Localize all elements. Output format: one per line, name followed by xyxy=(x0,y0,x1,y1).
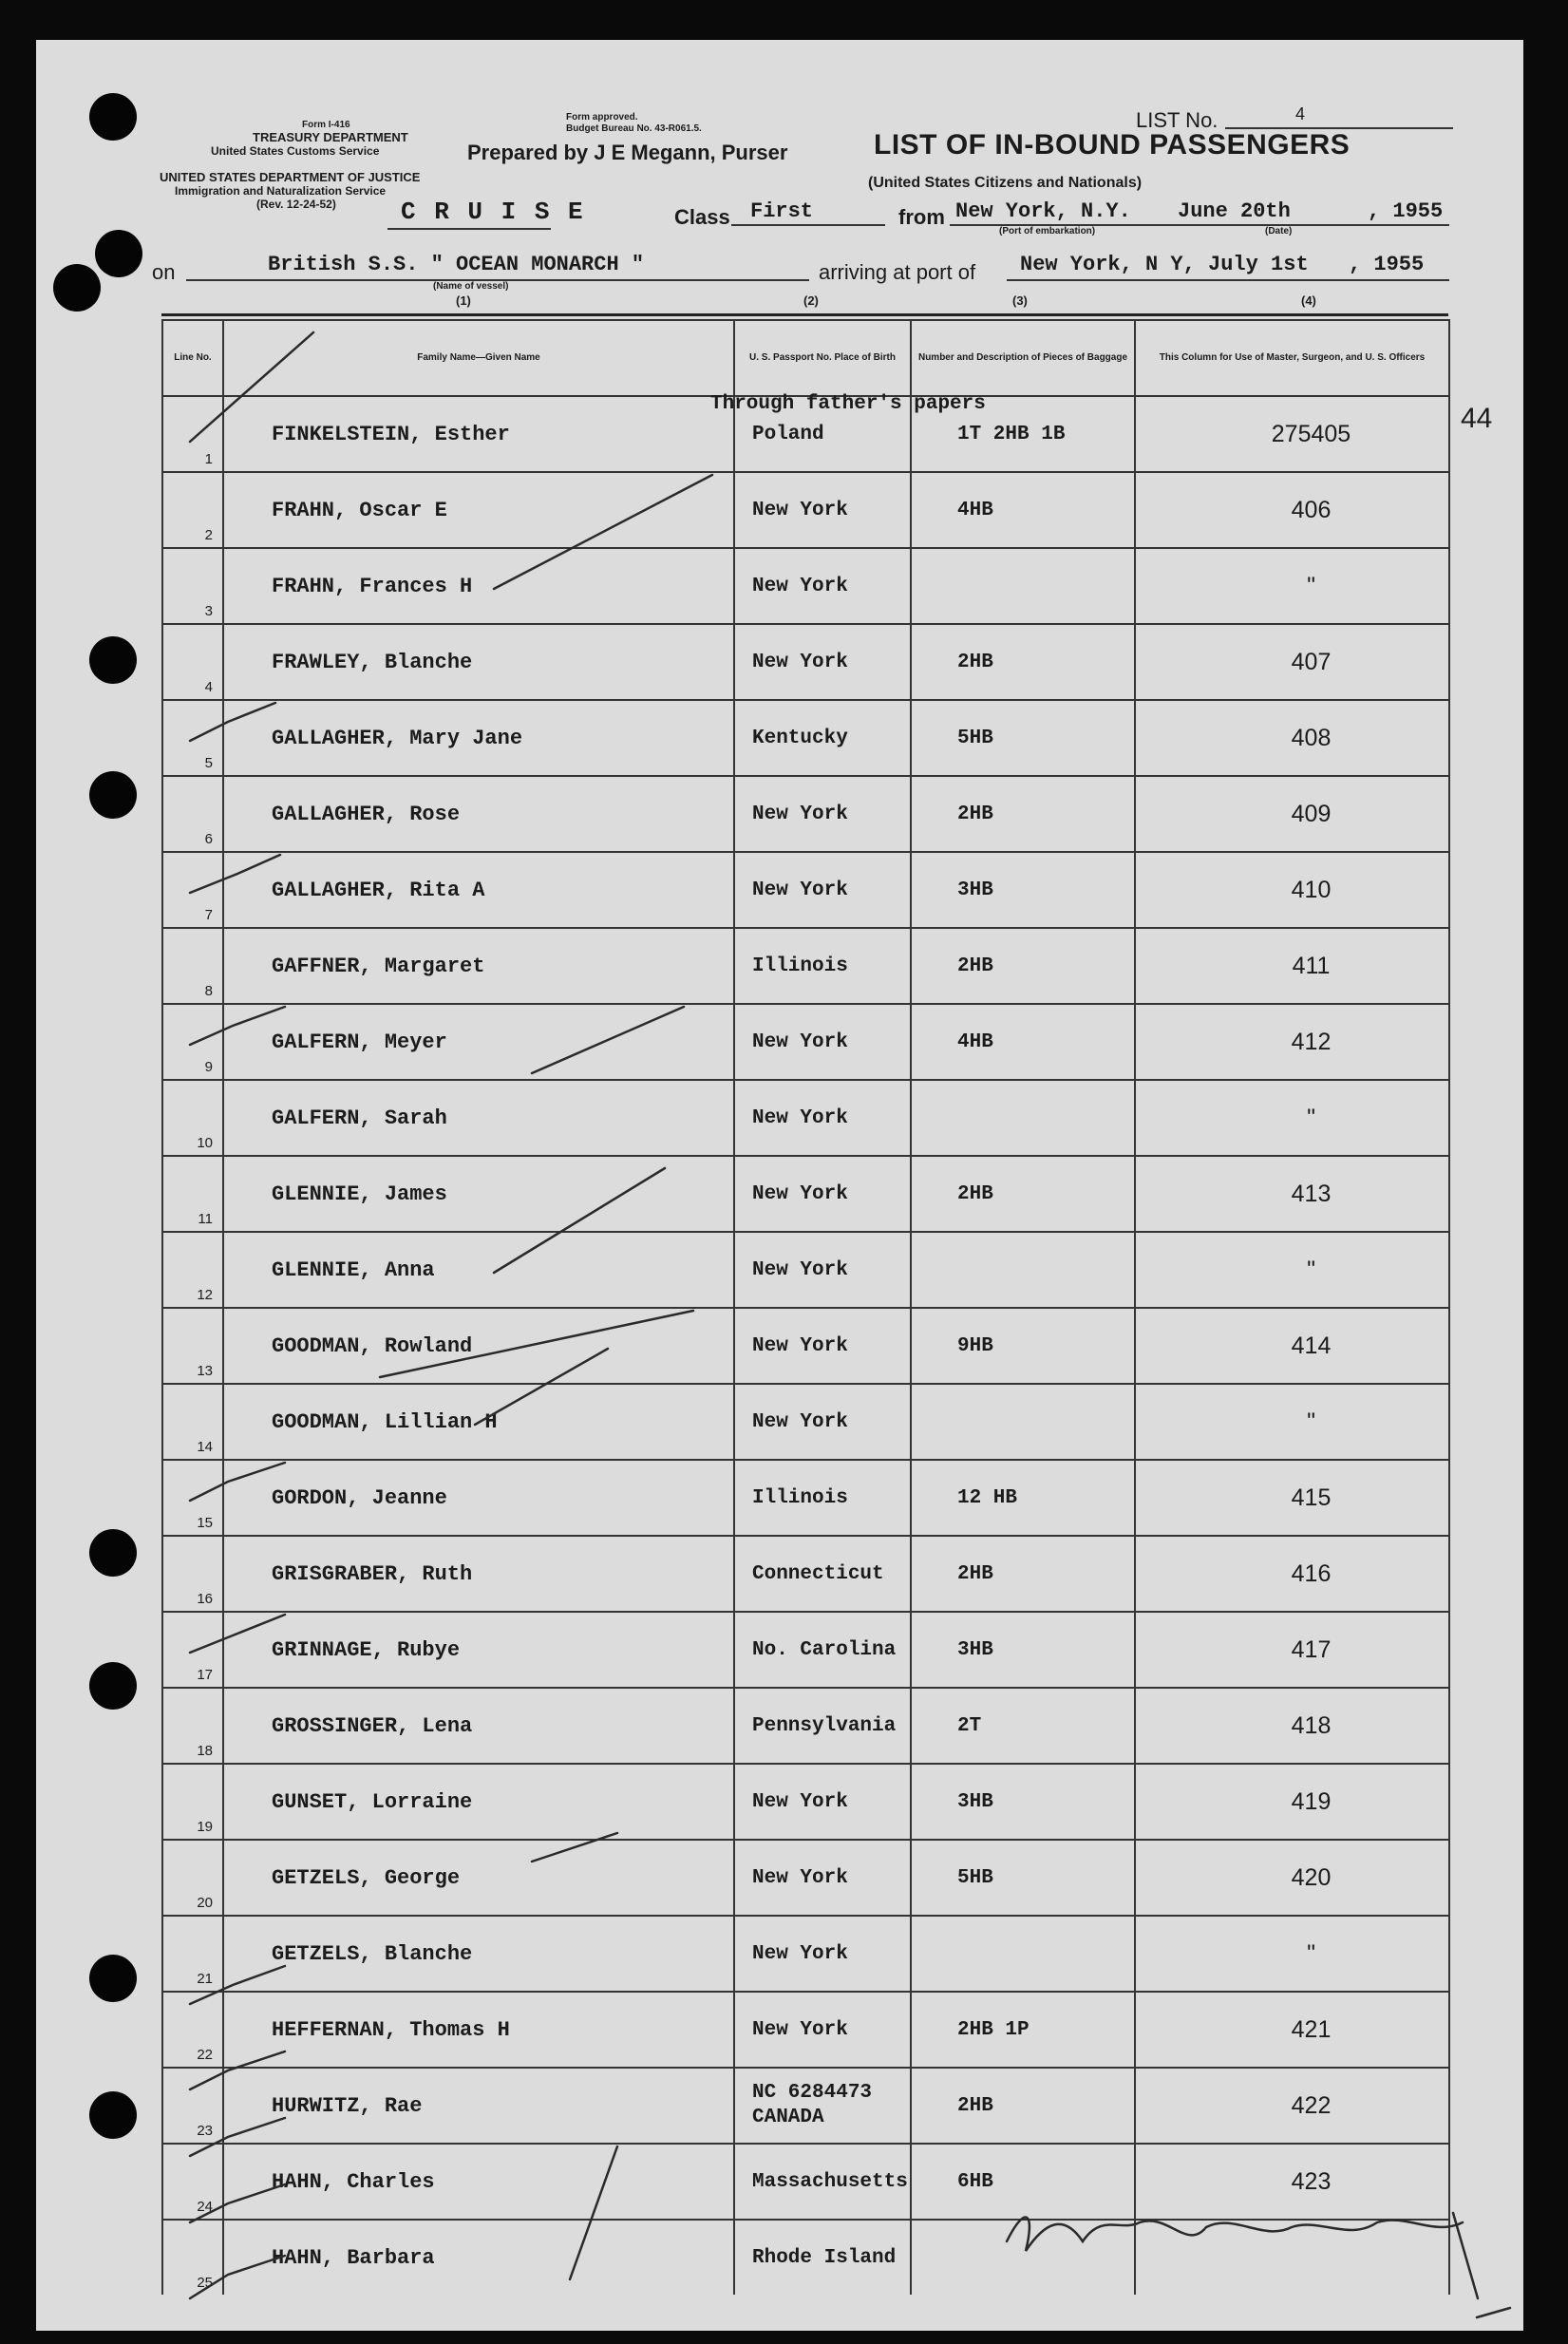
binder-hole xyxy=(89,1955,137,2002)
baggage: 5HB xyxy=(911,1840,1135,1916)
passenger-name: FRAWLEY, Blanche xyxy=(223,624,734,700)
table-row xyxy=(162,852,1449,928)
line-number xyxy=(162,776,223,852)
table-row xyxy=(162,928,1449,1004)
place-of-birth: New York xyxy=(734,1840,911,1916)
officer-number: 420 xyxy=(1135,1840,1449,1916)
table-row xyxy=(162,472,1449,548)
place-of-birth: New York xyxy=(734,1232,911,1308)
table-row xyxy=(162,1384,1449,1460)
baggage xyxy=(911,548,1135,624)
place-of-birth: New York xyxy=(734,1384,911,1460)
officer-number: 406 xyxy=(1135,472,1449,548)
baggage xyxy=(911,1232,1135,1308)
officer-number: 422 xyxy=(1135,2068,1449,2144)
baggage: 12 HB xyxy=(911,1460,1135,1536)
line-number-label: 7 xyxy=(204,907,213,923)
header-officers: This Column for Use of Master, Surgeon, and U. S. Officers xyxy=(1135,320,1449,396)
officer-number: 419 xyxy=(1135,1764,1449,1840)
table-row xyxy=(162,1080,1449,1156)
prepared-by: Prepared by J E Megann, Purser xyxy=(467,141,788,164)
table-row xyxy=(162,776,1449,852)
line-number xyxy=(162,1688,223,1764)
line-number xyxy=(162,1460,223,1536)
line-number xyxy=(162,928,223,1004)
place-of-birth: New York xyxy=(734,852,911,928)
form-revision: (Rev. 12-24-52) xyxy=(256,198,336,211)
baggage: 4HB xyxy=(911,1004,1135,1080)
passenger-name: FRAHN, Oscar E xyxy=(223,472,734,548)
from-port: New York, N.Y. xyxy=(955,199,1131,223)
header-baggage: Number and Description of Pieces of Baggage xyxy=(911,320,1135,396)
table-row xyxy=(162,1004,1449,1080)
place-of-birth: Illinois xyxy=(734,1460,911,1536)
col-num-4: (4) xyxy=(1301,293,1316,308)
list-no-label: LIST No. xyxy=(1136,108,1219,132)
line-number xyxy=(162,1156,223,1232)
passenger-name: GAFFNER, Margaret xyxy=(223,928,734,1004)
passenger-name: GORDON, Jeanne xyxy=(223,1460,734,1536)
note-through-fathers-papers: Through father's papers xyxy=(710,393,986,415)
line-number-label: 14 xyxy=(197,1439,213,1455)
place-of-birth: New York xyxy=(734,472,911,548)
place-of-birth: Rhode Island xyxy=(734,2220,911,2295)
passenger-name: GOODMAN, Lillian H xyxy=(223,1384,734,1460)
place-of-birth: New York xyxy=(734,1916,911,1992)
baggage xyxy=(911,1384,1135,1460)
table-row xyxy=(162,1232,1449,1308)
officer-number: 275405 xyxy=(1135,396,1449,472)
baggage xyxy=(911,1916,1135,1992)
line-number xyxy=(162,1840,223,1916)
table-row xyxy=(162,1536,1449,1612)
table-row xyxy=(162,2144,1449,2220)
from-label: from xyxy=(898,205,945,229)
line-number xyxy=(162,624,223,700)
baggage xyxy=(911,2220,1135,2295)
line-number-label: 13 xyxy=(197,1363,213,1379)
line-number-label: 10 xyxy=(197,1135,213,1151)
list-no-value: 4 xyxy=(1295,104,1306,123)
document-title: LIST OF IN-BOUND PASSENGERS xyxy=(874,129,1351,161)
line-number-label: 12 xyxy=(197,1287,213,1303)
passenger-name: GALLAGHER, Mary Jane xyxy=(223,700,734,776)
table-header-row xyxy=(162,320,1449,396)
on-label: on xyxy=(152,260,176,284)
binder-hole xyxy=(89,1529,137,1577)
binder-hole xyxy=(89,93,137,141)
officer-number: 414 xyxy=(1135,1308,1449,1384)
line-number-label: 19 xyxy=(197,1819,213,1835)
dept-justice: UNITED STATES DEPARTMENT OF JUSTICE xyxy=(160,170,421,184)
officer-number: 416 xyxy=(1135,1536,1449,1612)
passenger-name: GALLAGHER, Rita A xyxy=(223,852,734,928)
line-number xyxy=(162,548,223,624)
from-year: , 1955 xyxy=(1368,199,1444,223)
dept-immigration: Immigration and Naturalization Service xyxy=(175,184,387,198)
header-line-no: Line No. xyxy=(162,320,223,396)
line-number-label: 9 xyxy=(204,1059,213,1075)
place-of-birth: Poland xyxy=(734,396,911,472)
place-of-birth: New York xyxy=(734,776,911,852)
place-of-birth: New York xyxy=(734,1080,911,1156)
line-number xyxy=(162,2068,223,2144)
officer-number: " xyxy=(1135,1384,1449,1460)
passenger-name: GRINNAGE, Rubye xyxy=(223,1612,734,1688)
place-of-birth: New York xyxy=(734,624,911,700)
line-number-label: 23 xyxy=(197,2123,213,2139)
baggage: 2HB xyxy=(911,1156,1135,1232)
baggage: 3HB xyxy=(911,1764,1135,1840)
line-number-label: 15 xyxy=(197,1515,213,1531)
line-number xyxy=(162,1612,223,1688)
table-row xyxy=(162,1308,1449,1384)
line-number-label: 8 xyxy=(204,983,213,999)
place-of-birth: Illinois xyxy=(734,928,911,1004)
officer-number: 417 xyxy=(1135,1612,1449,1688)
cruise-label: C R U I S E xyxy=(401,198,585,226)
dept-customs: United States Customs Service xyxy=(211,144,380,158)
line-number-label: 20 xyxy=(197,1895,213,1911)
place-of-birth: No. Carolina xyxy=(734,1612,911,1688)
binder-hole xyxy=(95,230,142,277)
table-row xyxy=(162,1612,1449,1688)
line-number xyxy=(162,2144,223,2220)
line-number xyxy=(162,852,223,928)
baggage: 6HB xyxy=(911,2144,1135,2220)
line-number-label: 22 xyxy=(197,2047,213,2063)
header-name: Family Name—Given Name xyxy=(223,320,734,396)
officer-number xyxy=(1135,2220,1449,2295)
passenger-name: HEFFERNAN, Thomas H xyxy=(223,1992,734,2068)
officer-number: 418 xyxy=(1135,1688,1449,1764)
place-of-birth: Massachusetts xyxy=(734,2144,911,2220)
line-number xyxy=(162,1764,223,1840)
place-of-birth: NC 6284473 CANADA xyxy=(734,2068,911,2144)
place-of-birth: New York xyxy=(734,1156,911,1232)
passenger-name: GALFERN, Meyer xyxy=(223,1004,734,1080)
baggage: 3HB xyxy=(911,852,1135,928)
passenger-name: GALFERN, Sarah xyxy=(223,1080,734,1156)
col-num-2: (2) xyxy=(803,293,819,308)
arriving-port: New York, N Y, July 1st xyxy=(1020,253,1309,276)
line-number xyxy=(162,472,223,548)
baggage: 2HB xyxy=(911,624,1135,700)
line-number-label: 11 xyxy=(198,1211,213,1227)
passenger-name: HAHN, Barbara xyxy=(223,2220,734,2295)
line-number xyxy=(162,1080,223,1156)
baggage: 3HB xyxy=(911,1612,1135,1688)
table-row xyxy=(162,2068,1449,2144)
baggage xyxy=(911,1080,1135,1156)
passenger-name: GALLAGHER, Rose xyxy=(223,776,734,852)
table-row xyxy=(162,1460,1449,1536)
line-number-label: 16 xyxy=(197,1591,213,1607)
baggage: 4HB xyxy=(911,472,1135,548)
passenger-name: GROSSINGER, Lena xyxy=(223,1688,734,1764)
line-number-label: 18 xyxy=(197,1743,213,1759)
place-of-birth: New York xyxy=(734,1004,911,1080)
place-of-birth: Connecticut xyxy=(734,1536,911,1612)
document-subtitle: (United States Citizens and Nationals) xyxy=(868,175,1143,191)
passenger-name: GLENNIE, Anna xyxy=(223,1232,734,1308)
col-num-3: (3) xyxy=(1012,293,1028,308)
baggage: 2HB xyxy=(911,776,1135,852)
form-approved: Form approved. xyxy=(566,112,638,123)
line-number xyxy=(162,1308,223,1384)
line-number-label: 3 xyxy=(204,603,213,619)
passenger-name: GETZELS, George xyxy=(223,1840,734,1916)
passenger-name: FINKELSTEIN, Esther xyxy=(223,396,734,472)
line-number xyxy=(162,1992,223,2068)
passenger-name: GRISGRABER, Ruth xyxy=(223,1536,734,1612)
line-number-label: 21 xyxy=(197,1971,213,1987)
table-row xyxy=(162,1764,1449,1840)
officer-number: " xyxy=(1135,1232,1449,1308)
line-number-label: 17 xyxy=(197,1667,213,1683)
class-value: First xyxy=(750,199,814,223)
table-row xyxy=(162,548,1449,624)
baggage: 9HB xyxy=(911,1308,1135,1384)
officer-number: 409 xyxy=(1135,776,1449,852)
line-number-label: 1 xyxy=(204,451,213,467)
line-number-label: 6 xyxy=(204,831,213,847)
dept-treasury: TREASURY DEPARTMENT xyxy=(253,130,408,144)
vessel-caption: (Name of vessel) xyxy=(433,281,509,292)
officer-number: 421 xyxy=(1135,1992,1449,2068)
place-of-birth: New York xyxy=(734,1992,911,2068)
baggage: 2HB xyxy=(911,928,1135,1004)
officer-number: " xyxy=(1135,548,1449,624)
binder-hole xyxy=(53,264,101,312)
binder-hole xyxy=(89,771,137,819)
from-date: June 20th xyxy=(1178,199,1291,223)
header-passport: U. S. Passport No. Place of Birth xyxy=(734,320,911,396)
officer-number: 411 xyxy=(1135,928,1449,1004)
passenger-name: HURWITZ, Rae xyxy=(223,2068,734,2144)
baggage: 1T 2HB 1B xyxy=(911,396,1135,472)
binder-hole xyxy=(89,636,137,684)
line-number-label: 24 xyxy=(197,2199,213,2215)
arriving-year: , 1955 xyxy=(1349,253,1425,276)
form-number: Form I-416 xyxy=(302,120,350,130)
class-label: Class xyxy=(674,205,730,229)
col-num-1: (1) xyxy=(456,293,471,308)
line-number-label: 4 xyxy=(204,679,213,695)
officer-number: 412 xyxy=(1135,1004,1449,1080)
line-number xyxy=(162,1384,223,1460)
line-number-label: 5 xyxy=(204,755,213,771)
baggage: 2HB 1P xyxy=(911,1992,1135,2068)
officer-number: 415 xyxy=(1135,1460,1449,1536)
table-row xyxy=(162,700,1449,776)
passenger-name: GLENNIE, James xyxy=(223,1156,734,1232)
place-of-birth: New York xyxy=(734,548,911,624)
vessel-name: British S.S. " OCEAN MONARCH " xyxy=(268,253,645,276)
table-row xyxy=(162,624,1449,700)
table-row xyxy=(162,2220,1449,2295)
place-of-birth: New York xyxy=(734,1308,911,1384)
officer-number: " xyxy=(1135,1916,1449,1992)
baggage: 2HB xyxy=(911,1536,1135,1612)
date-caption: (Date) xyxy=(1265,226,1293,236)
place-of-birth: Kentucky xyxy=(734,700,911,776)
baggage: 2HB xyxy=(911,2068,1135,2144)
baggage: 2T xyxy=(911,1688,1135,1764)
officer-number: 410 xyxy=(1135,852,1449,928)
budget-bureau: Budget Bureau No. 43-R061.5. xyxy=(566,123,702,134)
passenger-table xyxy=(161,319,1450,2295)
line-number xyxy=(162,2220,223,2295)
baggage: 5HB xyxy=(911,700,1135,776)
officer-number: 407 xyxy=(1135,624,1449,700)
table-row xyxy=(162,1840,1449,1916)
port-caption: (Port of embarkation) xyxy=(999,226,1096,236)
page-number-mark: 44 xyxy=(1461,403,1493,434)
table-row xyxy=(162,1688,1449,1764)
line-number xyxy=(162,1536,223,1612)
passenger-name: GUNSET, Lorraine xyxy=(223,1764,734,1840)
line-number xyxy=(162,1004,223,1080)
officer-number: " xyxy=(1135,1080,1449,1156)
arriving-label: arriving at port of xyxy=(819,260,976,284)
line-number xyxy=(162,1916,223,1992)
binder-hole xyxy=(89,2091,137,2139)
officer-number: 408 xyxy=(1135,700,1449,776)
table-row xyxy=(162,1916,1449,1992)
officer-number: 413 xyxy=(1135,1156,1449,1232)
line-number xyxy=(162,1232,223,1308)
line-number xyxy=(162,700,223,776)
line-number-label: 25 xyxy=(197,2275,213,2291)
passenger-name: HAHN, Charles xyxy=(223,2144,734,2220)
place-of-birth: New York xyxy=(734,1764,911,1840)
officer-number: 423 xyxy=(1135,2144,1449,2220)
passenger-name: GOODMAN, Rowland xyxy=(223,1308,734,1384)
binder-hole xyxy=(89,1662,137,1710)
table-row xyxy=(162,1992,1449,2068)
line-number-label: 2 xyxy=(204,527,213,543)
table-row xyxy=(162,1156,1449,1232)
line-number xyxy=(162,396,223,472)
passenger-name: FRAHN, Frances H xyxy=(223,548,734,624)
passenger-name: GETZELS, Blanche xyxy=(223,1916,734,1992)
place-of-birth: Pennsylvania xyxy=(734,1688,911,1764)
